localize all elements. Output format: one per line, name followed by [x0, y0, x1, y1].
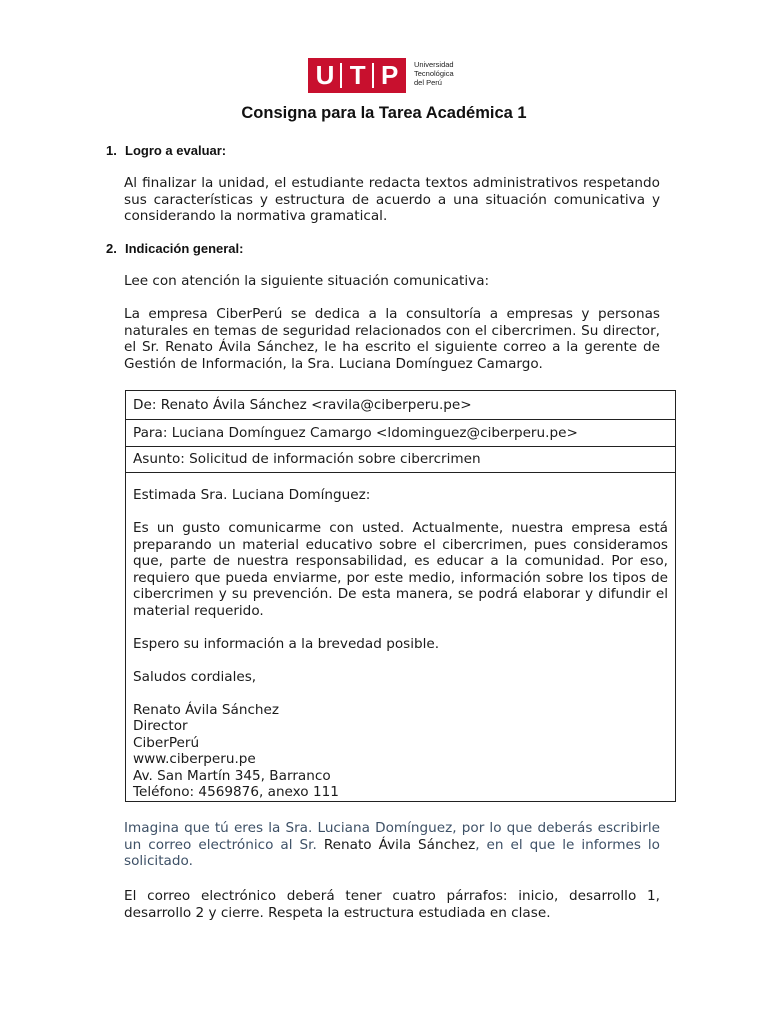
email-greeting: Estimada Sra. Luciana Domínguez:	[133, 487, 371, 503]
section-2-intro: Lee con atención la siguiente situación comunicativa:	[124, 273, 490, 289]
email-body	[133, 487, 668, 801]
logo-letter-u: U	[315, 60, 335, 90]
logo-line: Tecnológica	[414, 69, 454, 78]
logo-university-name	[414, 60, 454, 87]
email-closing: Saludos cordiales,	[133, 668, 257, 685]
section-number: 2.	[106, 241, 117, 256]
page-title: Consigna para la Tarea Académica 1	[241, 104, 527, 122]
instruction-name: Renato Ávila Sánchez	[323, 836, 476, 853]
email-from-row	[126, 391, 675, 420]
situation-paragraph: La empresa CiberPerú se dedica a la consultoría a empresas y personas naturales en temas de seguridad relacionados con el cibercrimen. Su director, el Sr. Renato Ávila Sánchez, le ha escrito el siguiente correo a la gerente de Gestión de Información, la Sra. Luciana Domínguez Camargo.	[124, 306, 660, 372]
section-number: 1.	[106, 143, 117, 158]
logo-line: Universidad	[414, 60, 454, 69]
signature-role: Director	[133, 718, 188, 734]
logo-divider	[372, 63, 374, 88]
instruction-part-2: , en el que le informes lo solicitado.	[124, 836, 660, 869]
email-subject-row	[126, 447, 675, 473]
signature-web: www.ciberperu.pe	[133, 751, 256, 767]
requirement-paragraph: El correo electrónico deberá tener cuatro párrafos: inicio, desarrollo 1, desarrollo 2 y cierre. Respeta la estructura estudiada en clase.	[124, 888, 660, 921]
email-signature	[133, 702, 668, 801]
instruction-paragraph	[124, 820, 660, 870]
section-heading-text: Indicación general:	[125, 241, 244, 256]
section-1-text: Al finalizar la unidad, el estudiante redacta textos administrativos respetando sus características y estructura de acuerdo a una situación comunicativa y considerando la normativa gramatical.	[124, 175, 660, 224]
logo-letter-p: P	[380, 60, 399, 90]
section-heading-text: Logro a evaluar:	[125, 143, 227, 158]
utp-logo	[308, 58, 462, 93]
email-body-paragraph: Espero su información a la brevedad posible.	[133, 635, 440, 652]
email-from: De: Renato Ávila Sánchez <ravila@ciberperu.pe>	[133, 397, 472, 413]
signature-address: Av. San Martín 345, Barranco	[133, 767, 331, 784]
email-body-paragraph: Es un gusto comunicarme con usted. Actualmente, nuestra empresa está preparando un material educativo sobre el cibercrimen, pues consideramos que, parte de nuestra responsabilidad, es educar a la comunidad. Por eso, requiero que pueda enviarme, por este medio, información sobre los tipos de cibercrimen y su prevención. De esta manera, se podrá elaborar y difundir el material requerido.	[133, 520, 668, 619]
email-to-row	[126, 420, 675, 447]
logo-letters	[308, 58, 406, 93]
signature-company: CiberPerú	[133, 734, 200, 751]
signature-phone: Teléfono: 4569876, anexo 111	[133, 784, 339, 800]
email-subject: Asunto: Solicitud de información sobre cibercrimen	[133, 451, 481, 467]
logo-divider	[340, 63, 342, 88]
email-to: Para: Luciana Domínguez Camargo <ldominguez@ciberperu.pe>	[133, 425, 578, 441]
email-box	[125, 390, 676, 802]
section-2-heading	[106, 241, 243, 256]
logo-line: del Perú	[414, 78, 442, 87]
section-1-heading	[106, 143, 226, 158]
logo-letter-t: T	[349, 60, 366, 90]
signature-name: Renato Ávila Sánchez	[133, 701, 280, 718]
instruction-part-1: Imagina que tú eres la Sra. Luciana Domínguez, por lo que deberás escribirle un correo electrónico al Sr.	[124, 820, 660, 853]
